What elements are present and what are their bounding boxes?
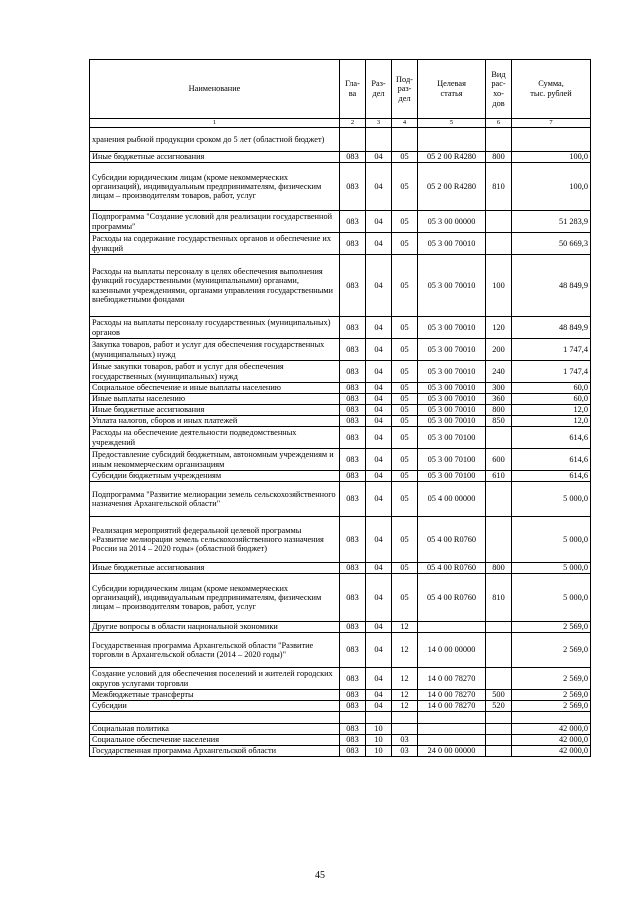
table-cell-sum: 614,6 (512, 449, 591, 471)
table-cell-vid (486, 622, 512, 633)
table-cell-razdel: 04 (366, 394, 392, 405)
table-cell-target: 05 3 00 70100 (418, 427, 486, 449)
table-cell-vid (486, 517, 512, 563)
table-cell-vid: 810 (486, 574, 512, 622)
table-cell-target: 05 3 00 70010 (418, 405, 486, 416)
table-cell-glava: 083 (340, 482, 366, 517)
header-razdel: Раз- дел (366, 60, 392, 119)
table-cell-name: Подпрограмма "Создание условий для реализации государственной программы" (90, 211, 340, 233)
table-cell-name: Субсидии юридическим лицам (кроме некоммерческих организаций), индивидуальным предпринимателям, физическим лицам – производителям товаров, работ, услуг (90, 163, 340, 211)
table-cell-name: Реализация мероприятий федеральной целевой программы «Развитие мелиорации земель сельскохозяйственного назначения России на 2014 – 2020 годы» (областной бюджет) (90, 517, 340, 563)
table-cell-name: Предоставление субсидий бюджетным, автономным учреждениям и иным некоммерческим организациям (90, 449, 340, 471)
table-cell-target: 14 0 00 78270 (418, 690, 486, 701)
column-number: 5 (418, 119, 486, 128)
table-cell-name: Социальное обеспечение и иные выплаты населению (90, 383, 340, 394)
table-cell-podrazdel: 05 (392, 449, 418, 471)
table-cell-glava: 083 (340, 701, 366, 712)
table-cell-target: 05 3 00 70010 (418, 383, 486, 394)
table-cell-razdel: 04 (366, 233, 392, 255)
table-cell-glava (340, 128, 366, 152)
table-cell-podrazdel: 05 (392, 405, 418, 416)
table-cell-glava: 083 (340, 427, 366, 449)
table-cell-name: Иные бюджетные ассигнования (90, 563, 340, 574)
table-cell-name: Иные выплаты населению (90, 394, 340, 405)
column-number: 7 (512, 119, 591, 128)
table-cell-name: Уплата налогов, сборов и иных платежей (90, 416, 340, 427)
table-cell-target: 14 0 00 78270 (418, 701, 486, 712)
table-cell-target: 05 3 00 70010 (418, 255, 486, 317)
table-cell-vid: 120 (486, 317, 512, 339)
table-cell-target: 05 3 00 70010 (418, 361, 486, 383)
table-cell-vid: 800 (486, 563, 512, 574)
table-cell-sum (512, 128, 591, 152)
table-cell-razdel: 04 (366, 383, 392, 394)
table-cell-target: 05 3 00 70010 (418, 233, 486, 255)
table-cell-vid: 800 (486, 405, 512, 416)
table-cell-podrazdel: 12 (392, 690, 418, 701)
table-cell-podrazdel: 03 (392, 746, 418, 757)
column-number: 1 (90, 119, 340, 128)
table-body (90, 128, 591, 757)
table-cell-podrazdel: 12 (392, 701, 418, 712)
table-row (90, 317, 591, 339)
table-cell-podrazdel: 05 (392, 383, 418, 394)
table-cell-target (418, 712, 486, 724)
header-sum: Сумма, тыс. рублей (512, 60, 591, 119)
table-cell-sum: 2 569,0 (512, 668, 591, 690)
table-cell-name (90, 712, 340, 724)
table-cell-name: Создание условий для обеспечения поселений и жителей городских округов услугами торговли (90, 668, 340, 690)
table-cell-name: Субсидии бюджетным учреждениям (90, 471, 340, 482)
table-cell-vid: 240 (486, 361, 512, 383)
table-cell-vid: 520 (486, 701, 512, 712)
table-cell-podrazdel: 05 (392, 152, 418, 163)
table-row (90, 128, 591, 152)
table-cell-sum: 5 000,0 (512, 563, 591, 574)
table-cell-name: Иные бюджетные ассигнования (90, 152, 340, 163)
table-cell-razdel: 04 (366, 701, 392, 712)
table-cell-glava: 083 (340, 574, 366, 622)
table-cell-razdel: 04 (366, 482, 392, 517)
table-cell-sum: 614,6 (512, 471, 591, 482)
table-cell-vid (486, 746, 512, 757)
table-cell-sum: 60,0 (512, 383, 591, 394)
table-row (90, 712, 591, 724)
table-cell-glava: 083 (340, 633, 366, 668)
table-cell-razdel: 04 (366, 152, 392, 163)
table-cell-razdel: 04 (366, 427, 392, 449)
table-cell-glava: 083 (340, 394, 366, 405)
table-row (90, 471, 591, 482)
table-row (90, 427, 591, 449)
table-row (90, 668, 591, 690)
table-cell-razdel: 04 (366, 517, 392, 563)
table-cell-razdel: 04 (366, 339, 392, 361)
table-cell-sum: 60,0 (512, 394, 591, 405)
table-row (90, 574, 591, 622)
table-cell-name: Расходы на содержание государственных органов и обеспечение их функций (90, 233, 340, 255)
table-cell-target: 05 3 00 70010 (418, 339, 486, 361)
table-cell-glava: 083 (340, 746, 366, 757)
table-cell-sum: 48 849,9 (512, 255, 591, 317)
table-cell-podrazdel: 05 (392, 163, 418, 211)
table-cell-vid (486, 128, 512, 152)
table-row (90, 701, 591, 712)
column-number: 6 (486, 119, 512, 128)
table-row (90, 233, 591, 255)
table-row (90, 361, 591, 383)
table-cell-vid: 610 (486, 471, 512, 482)
table-cell-vid (486, 712, 512, 724)
header-target: Целевая статья (418, 60, 486, 119)
table-cell-sum: 2 569,0 (512, 622, 591, 633)
table-cell-glava: 083 (340, 471, 366, 482)
table-cell-glava: 083 (340, 211, 366, 233)
table-cell-glava: 083 (340, 668, 366, 690)
table-cell-razdel: 04 (366, 471, 392, 482)
table-cell-sum: 2 569,0 (512, 690, 591, 701)
table-cell-name: Субсидии юридическим лицам (кроме некоммерческих организаций), индивидуальным предпринимателям, физическим лицам – производителям товаров, работ, услуг (90, 574, 340, 622)
table-cell-name: Межбюджетные трансферты (90, 690, 340, 701)
table-cell-target: 05 2 00 R4280 (418, 163, 486, 211)
column-number: 3 (366, 119, 392, 128)
table-cell-target: 05 4 00 R0760 (418, 574, 486, 622)
table-row (90, 517, 591, 563)
table-cell-target (418, 622, 486, 633)
table-cell-name: Государственная программа Архангельской области "Развитие торговли в Архангельской области (2014 – 2020 годы)" (90, 633, 340, 668)
table-cell-name: Подпрограмма "Развитие мелиорации земель сельскохозяйственного назначения Архангельской области" (90, 482, 340, 517)
table-cell-razdel: 10 (366, 724, 392, 735)
table-cell-podrazdel: 05 (392, 482, 418, 517)
table-cell-razdel: 04 (366, 255, 392, 317)
table-row (90, 255, 591, 317)
table-cell-sum: 1 747,4 (512, 339, 591, 361)
table-cell-vid: 300 (486, 383, 512, 394)
table-cell-razdel: 04 (366, 690, 392, 701)
table-cell-razdel: 04 (366, 405, 392, 416)
table-cell-vid: 600 (486, 449, 512, 471)
table-cell-sum: 2 569,0 (512, 633, 591, 668)
table-row (90, 163, 591, 211)
table-cell-sum: 1 747,4 (512, 361, 591, 383)
table-cell-vid (486, 482, 512, 517)
table-cell-glava: 083 (340, 735, 366, 746)
table-row (90, 405, 591, 416)
table-cell-podrazdel: 05 (392, 211, 418, 233)
table-cell-vid (486, 724, 512, 735)
table-cell-glava: 083 (340, 163, 366, 211)
table-cell-vid (486, 211, 512, 233)
table-row (90, 482, 591, 517)
table-cell-name: Расходы на выплаты персоналу государственных (муниципальных) органов (90, 317, 340, 339)
table-cell-target: 05 4 00 R0760 (418, 563, 486, 574)
page-number: 45 (315, 870, 325, 881)
table-cell-glava: 083 (340, 622, 366, 633)
table-cell-sum: 42 000,0 (512, 735, 591, 746)
table-cell-name: Социальная политика (90, 724, 340, 735)
table-cell-glava: 083 (340, 317, 366, 339)
table-cell-podrazdel: 05 (392, 233, 418, 255)
table-cell-sum: 614,6 (512, 427, 591, 449)
table-cell-name: Расходы на обеспечение деятельности подведомственных учреждений (90, 427, 340, 449)
table-cell-podrazdel: 05 (392, 574, 418, 622)
table-cell-target: 05 3 00 00000 (418, 211, 486, 233)
table-cell-glava: 083 (340, 361, 366, 383)
table-cell-sum: 12,0 (512, 405, 591, 416)
table-cell-sum: 5 000,0 (512, 574, 591, 622)
table-cell-podrazdel: 12 (392, 633, 418, 668)
table-cell-target: 05 3 00 70010 (418, 394, 486, 405)
table-row (90, 735, 591, 746)
table-cell-name: хранения рыбной продукции сроком до 5 лет (областной бюджет) (90, 128, 340, 152)
table-cell-target: 05 4 00 00000 (418, 482, 486, 517)
table-row (90, 563, 591, 574)
table-cell-vid (486, 427, 512, 449)
table-cell-target: 05 3 00 70100 (418, 449, 486, 471)
header-glava: Гла- ва (340, 60, 366, 119)
table-cell-target: 24 0 00 00000 (418, 746, 486, 757)
table-cell-sum: 48 849,9 (512, 317, 591, 339)
table-cell-razdel: 04 (366, 416, 392, 427)
table-cell-sum: 42 000,0 (512, 724, 591, 735)
table-cell-target (418, 128, 486, 152)
table-row (90, 339, 591, 361)
table-cell-sum: 100,0 (512, 163, 591, 211)
table-cell-razdel: 04 (366, 361, 392, 383)
header-podrazdel: Под- раз- дел (392, 60, 418, 119)
table-cell-podrazdel: 05 (392, 471, 418, 482)
table-cell-podrazdel: 12 (392, 668, 418, 690)
table-cell-target: 05 3 00 70010 (418, 317, 486, 339)
table-cell-sum (512, 712, 591, 724)
table-row (90, 152, 591, 163)
table-cell-vid: 200 (486, 339, 512, 361)
table-cell-glava: 083 (340, 339, 366, 361)
table-cell-target: 14 0 00 00000 (418, 633, 486, 668)
table-row (90, 633, 591, 668)
budget-table (89, 59, 591, 757)
table-cell-target: 05 4 00 R0760 (418, 517, 486, 563)
table-cell-razdel: 04 (366, 622, 392, 633)
table-cell-sum: 2 569,0 (512, 701, 591, 712)
table-cell-podrazdel (392, 724, 418, 735)
table-cell-name: Социальное обеспечение населения (90, 735, 340, 746)
table-cell-name: Иные бюджетные ассигнования (90, 405, 340, 416)
table-cell-vid (486, 668, 512, 690)
table-row (90, 622, 591, 633)
header-name: Наименование (90, 60, 340, 119)
table-cell-sum: 42 000,0 (512, 746, 591, 757)
table-cell-glava (340, 712, 366, 724)
header-vid: Вид рас- хо- дов (486, 60, 512, 119)
table-row (90, 449, 591, 471)
table-cell-glava: 083 (340, 416, 366, 427)
table-cell-podrazdel: 05 (392, 394, 418, 405)
table-cell-razdel: 04 (366, 668, 392, 690)
table-cell-razdel: 04 (366, 317, 392, 339)
table-row (90, 394, 591, 405)
table-cell-razdel: 04 (366, 449, 392, 471)
table-cell-glava: 083 (340, 724, 366, 735)
table-cell-target (418, 735, 486, 746)
table-cell-podrazdel: 05 (392, 563, 418, 574)
table-cell-target: 05 3 00 70100 (418, 471, 486, 482)
table-cell-name: Расходы на выплаты персоналу в целях обеспечения выполнения функций государственными (муниципальными) органами, казенными учреждениями, органами управления государственными внебюджетными фондами (90, 255, 340, 317)
table-cell-razdel: 04 (366, 633, 392, 668)
table-cell-glava: 083 (340, 517, 366, 563)
table-cell-podrazdel: 05 (392, 416, 418, 427)
table-cell-podrazdel: 12 (392, 622, 418, 633)
column-number: 4 (392, 119, 418, 128)
table-row (90, 211, 591, 233)
table-cell-glava: 083 (340, 563, 366, 574)
table-cell-glava: 083 (340, 405, 366, 416)
table-cell-vid: 800 (486, 152, 512, 163)
table-cell-podrazdel: 05 (392, 361, 418, 383)
table-cell-sum: 5 000,0 (512, 482, 591, 517)
table-cell-razdel (366, 712, 392, 724)
table-row (90, 416, 591, 427)
table-cell-podrazdel: 03 (392, 735, 418, 746)
table-cell-vid: 810 (486, 163, 512, 211)
table-cell-name: Закупка товаров, работ и услуг для обеспечения государственных (муниципальных) нужд (90, 339, 340, 361)
table-cell-glava: 083 (340, 255, 366, 317)
table-cell-glava: 083 (340, 152, 366, 163)
table-cell-sum: 51 283,9 (512, 211, 591, 233)
table-cell-vid: 100 (486, 255, 512, 317)
table-cell-glava: 083 (340, 383, 366, 394)
table-cell-razdel (366, 128, 392, 152)
table-cell-sum: 100,0 (512, 152, 591, 163)
table-cell-target (418, 724, 486, 735)
table-row (90, 690, 591, 701)
table-cell-podrazdel: 05 (392, 317, 418, 339)
table-cell-sum: 50 669,3 (512, 233, 591, 255)
table-cell-vid (486, 233, 512, 255)
table-cell-name: Субсидии (90, 701, 340, 712)
table-cell-podrazdel: 05 (392, 517, 418, 563)
table-cell-podrazdel: 05 (392, 255, 418, 317)
table-cell-target: 14 0 00 78270 (418, 668, 486, 690)
column-number-row (90, 119, 591, 128)
table-cell-razdel: 04 (366, 563, 392, 574)
column-number: 2 (340, 119, 366, 128)
table-cell-razdel: 04 (366, 574, 392, 622)
table-cell-vid: 500 (486, 690, 512, 701)
table-cell-podrazdel (392, 128, 418, 152)
header-row (90, 60, 591, 119)
table-cell-podrazdel (392, 712, 418, 724)
table-cell-vid: 850 (486, 416, 512, 427)
table-cell-razdel: 04 (366, 211, 392, 233)
table-cell-name: Иные закупки товаров, работ и услуг для обеспечения государственных (муниципальных) нужд (90, 361, 340, 383)
table-cell-razdel: 04 (366, 163, 392, 211)
table-row (90, 383, 591, 394)
table-cell-podrazdel: 05 (392, 339, 418, 361)
table-cell-sum: 5 000,0 (512, 517, 591, 563)
table-cell-glava: 083 (340, 449, 366, 471)
table-cell-name: Государственная программа Архангельской области (90, 746, 340, 757)
table-cell-glava: 083 (340, 233, 366, 255)
table-row (90, 724, 591, 735)
table-cell-name: Другие вопросы в области национальной экономики (90, 622, 340, 633)
table-cell-target: 05 2 00 R4280 (418, 152, 486, 163)
table-cell-razdel: 10 (366, 735, 392, 746)
table-cell-podrazdel: 05 (392, 427, 418, 449)
table-cell-vid: 360 (486, 394, 512, 405)
table-cell-razdel: 10 (366, 746, 392, 757)
table-row (90, 746, 591, 757)
table-cell-glava: 083 (340, 690, 366, 701)
table-cell-sum: 12,0 (512, 416, 591, 427)
table-cell-vid (486, 633, 512, 668)
table-cell-vid (486, 735, 512, 746)
table-cell-target: 05 3 00 70010 (418, 416, 486, 427)
